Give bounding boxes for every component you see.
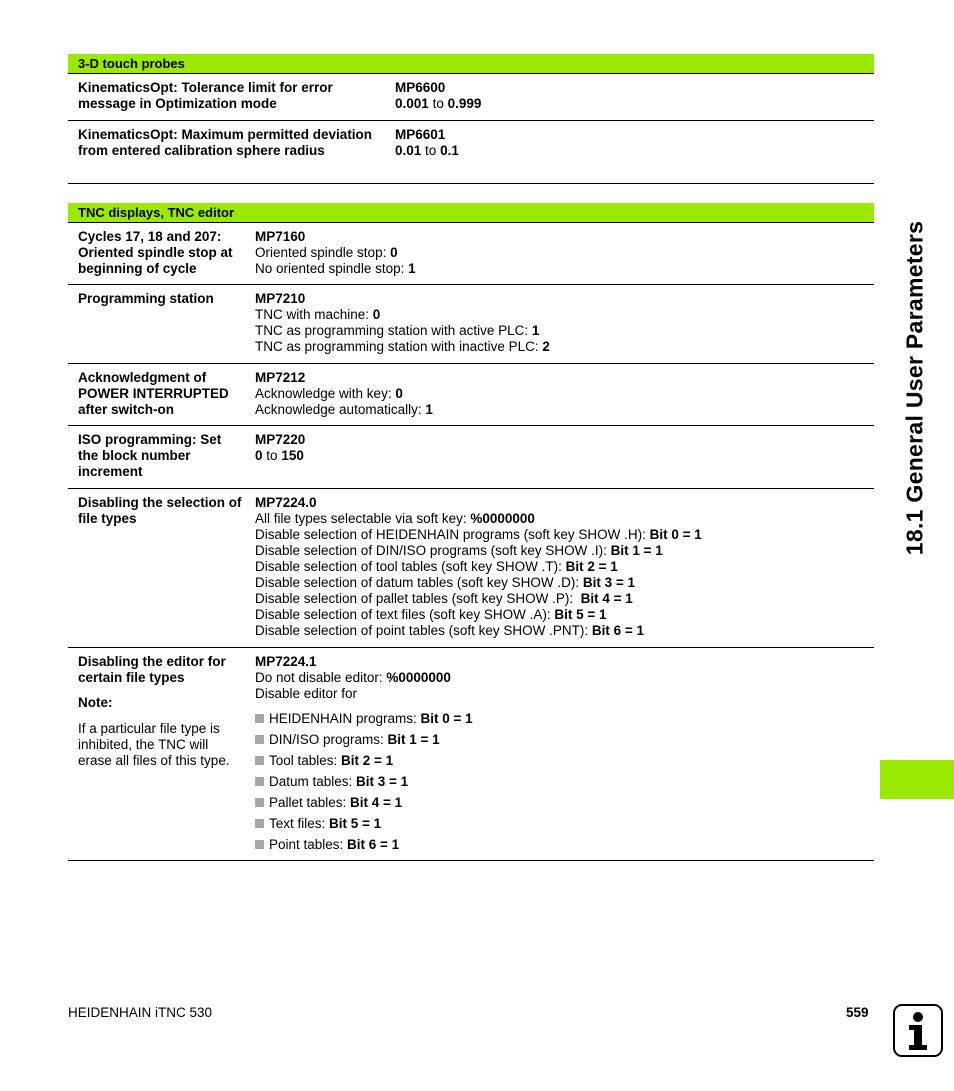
param-number: MP7220 [255,432,306,447]
param-value [255,495,702,639]
range-to-word: to [425,143,437,158]
bullet-item: Pallet tables: Bit 4 = 1 [255,795,473,811]
value-line: TNC as programming station with active PLC: 1 [255,323,540,338]
value-line: TNC with machine: 0 [255,307,381,322]
value-line: Disable selection of text files (soft key SHOW .A): Bit 5 = 1 [255,607,607,622]
param-number: MP7224.0 [255,495,317,510]
chapter-side-title-text: 18.1 General User Parameters [901,220,928,556]
value-line: Oriented spindle stop: 0 [255,245,398,260]
section-header [68,203,874,223]
range-to: 150 [281,448,304,463]
bullet-square-icon [255,840,264,849]
note-heading: Note: [78,695,113,710]
range-to: 0.999 [447,96,482,111]
bullet-square-icon [255,777,264,786]
bullet-square-icon [255,735,264,744]
bullet-square-icon [255,714,264,723]
param-value [255,370,433,418]
value-line: Do not disable editor: %0000000 [255,670,451,685]
bullet-item: Datum tables: Bit 3 = 1 [255,774,473,790]
param-row [68,489,874,648]
section-header [68,54,874,74]
bullet-item: DIN/ISO programs: Bit 1 = 1 [255,732,473,748]
value-line: Acknowledge automatically: 1 [255,402,433,417]
bullet-square-icon [255,819,264,828]
param-label: KinematicsOpt: Maximum permitted deviation from entered calibration sphere radius [78,127,373,158]
param-label: Acknowledgment of POWER INTERRUPTED after switch-on [78,370,229,417]
param-number: MP7160 [255,229,306,244]
footer-manual-name: HEIDENHAIN iTNC 530 [68,1005,213,1020]
range-from: 0 [255,448,263,463]
param-label: Disabling the selection of file types [78,495,242,526]
section-title: TNC displays, TNC editor [78,205,235,220]
bullet-square-icon [255,798,264,807]
param-value [255,291,550,355]
param-row [68,121,874,184]
param-label: Programming station [78,291,214,306]
param-row [68,223,874,285]
param-value [395,80,481,112]
param-row [68,74,874,121]
value-line: Disable selection of DIN/ISO programs (soft key SHOW .I): Bit 1 = 1 [255,543,663,558]
param-row [68,426,874,489]
section-3d-touch-probes [68,54,874,184]
param-value [255,432,305,464]
param-row [68,648,874,861]
value-line: Disable selection of HEIDENHAIN programs (soft key SHOW .H): Bit 0 = 1 [255,527,702,542]
range-to-word: to [432,96,444,111]
value-line: Disable selection of pallet tables (soft key SHOW .P): Bit 4 = 1 [255,591,633,606]
bullet-item: HEIDENHAIN programs: Bit 0 = 1 [255,711,473,727]
bullet-item: Text files: Bit 5 = 1 [255,816,473,832]
param-number: MP6601 [395,127,446,142]
param-value [255,229,416,277]
param-label: Disabling the editor for certain file types [78,654,226,685]
param-number: MP7210 [255,291,306,306]
section-tnc-displays [68,203,874,861]
value-line: Disable selection of point tables (soft key SHOW .PNT): Bit 6 = 1 [255,623,645,638]
value-line: Disable selection of datum tables (soft key SHOW .D): Bit 3 = 1 [255,575,636,590]
param-label: Cycles 17, 18 and 207: Oriented spindle stop at beginning of cycle [78,229,233,276]
bullet-square-icon [255,756,264,765]
param-row [68,364,874,426]
param-label: KinematicsOpt: Tolerance limit for error message in Optimization mode [78,80,333,111]
range-from: 0.01 [395,143,422,158]
value-line: Disable editor for [255,686,358,701]
param-row [68,285,874,364]
bullet-item: Point tables: Bit 6 = 1 [255,837,473,853]
range-to: 0.1 [440,143,459,158]
page-number: 559 [846,1005,869,1020]
param-number: MP7224.1 [255,654,317,669]
value-line: Disable selection of tool tables (soft key SHOW .T): Bit 2 = 1 [255,559,618,574]
bullet-item: Tool tables: Bit 2 = 1 [255,753,473,769]
param-number: MP7212 [255,370,306,385]
section-title: 3-D touch probes [78,56,185,71]
chapter-side-title [894,48,936,728]
chapter-tab-marker [880,760,954,799]
value-line: No oriented spindle stop: 1 [255,261,416,276]
param-label: ISO programming: Set the block number increment [78,432,222,479]
info-icon [893,1004,943,1057]
param-label-block [78,654,243,769]
value-line: All file types selectable via soft key: %0000000 [255,511,535,526]
note-text: If a particular file type is inhibited, the TNC will erase all files of this type. [78,721,230,768]
range-to-word: to [266,448,278,463]
param-value [395,127,459,159]
param-number: MP6600 [395,80,446,95]
value-line: TNC as programming station with inactive PLC: 2 [255,339,550,354]
range-from: 0.001 [395,96,429,111]
param-value [255,654,473,858]
value-line: Acknowledge with key: 0 [255,386,403,401]
